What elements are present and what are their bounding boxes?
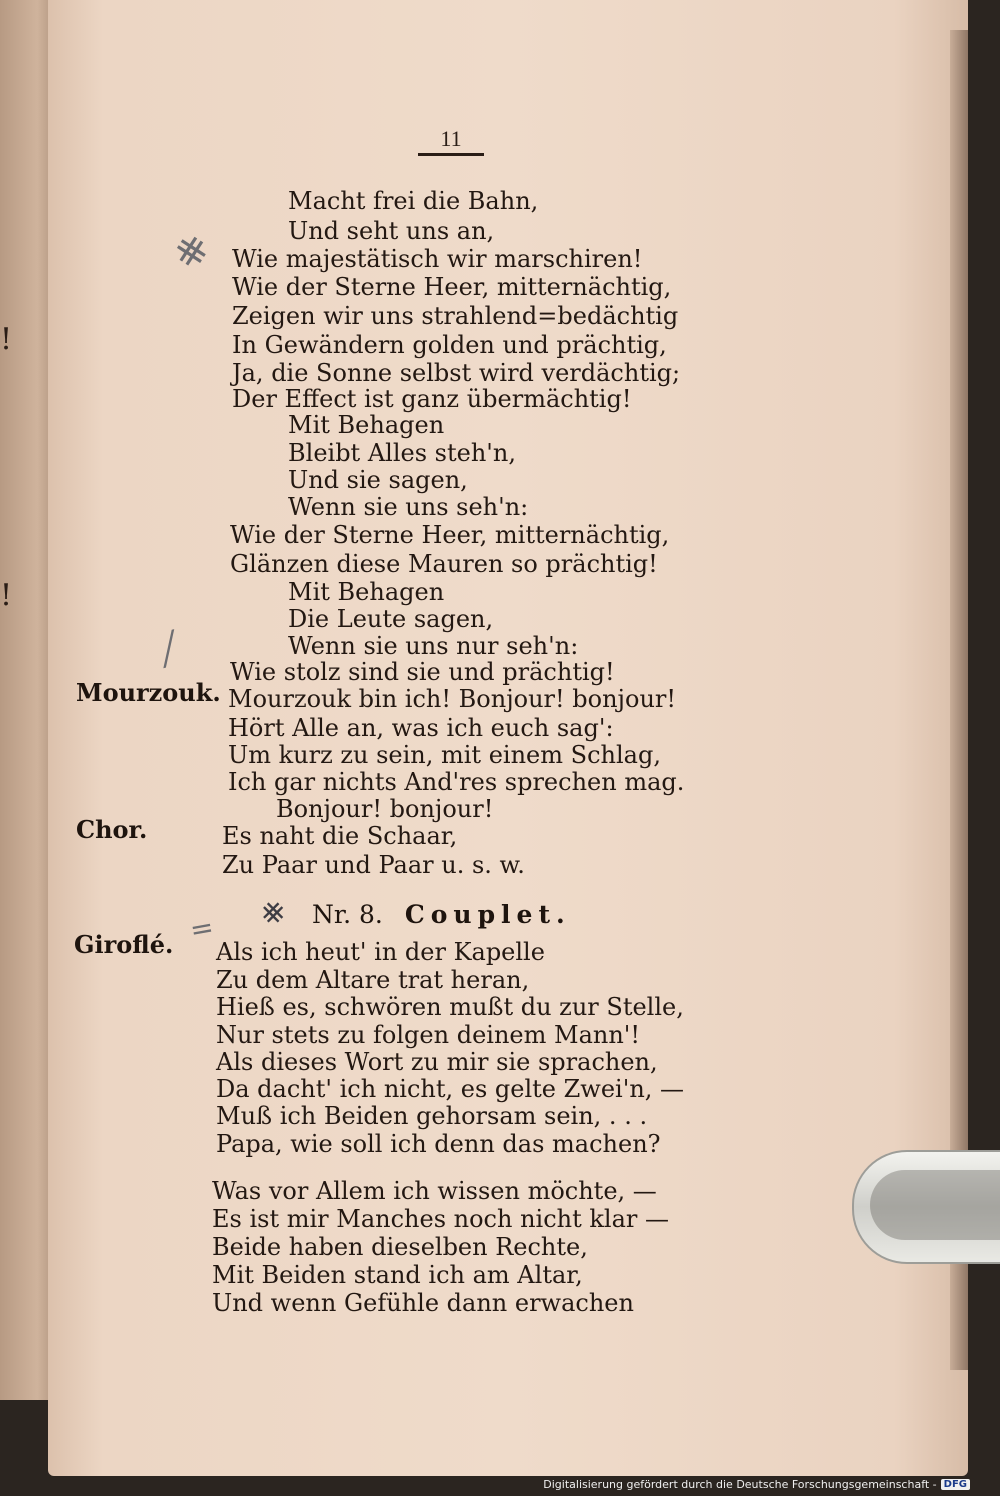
previous-page-fragment: ! [0, 322, 13, 357]
verse-line: Wie der Sterne Heer, mitternächtig, [230, 521, 670, 549]
verse-line: Mit Behagen [288, 578, 445, 606]
dfg-logo: DFG [941, 1479, 970, 1490]
pencil-equals-mark: = [187, 910, 217, 947]
section-heading [312, 900, 571, 929]
verse-line: Bonjour! bonjour! [276, 795, 494, 823]
verse-line: Wenn sie uns seh'n: [288, 493, 529, 521]
verse-line: Bleibt Alles steh'n, [288, 439, 516, 467]
previous-page-fragment: ! [0, 578, 13, 613]
page-clip-shadow [870, 1170, 1000, 1240]
verse-line: Glänzen diese Mauren so prächtig! [230, 550, 658, 578]
verse-line: Zu Paar und Paar u. s. w. [222, 851, 525, 879]
verse-line: Es naht die Schaar, [222, 822, 458, 850]
verse-line: Und wenn Gefühle dann erwachen [212, 1289, 634, 1317]
verse-line: Und sie sagen, [288, 466, 468, 494]
verse-line: Wie stolz sind sie und prächtig! [230, 658, 615, 686]
verse-line: Als dieses Wort zu mir sie sprachen, [216, 1048, 658, 1076]
verse-line: In Gewändern golden und prächtig, [232, 331, 667, 359]
verse-line: Um kurz zu sein, mit einem Schlag, [228, 741, 661, 769]
verse-line: Nur stets zu folgen deinem Mann'! [216, 1021, 641, 1049]
verse-line: Ich gar nichts And'res sprechen mag. [228, 768, 685, 796]
verse-line: Hieß es, schwören mußt du zur Stelle, [216, 993, 684, 1021]
page-number: 11 [440, 126, 462, 151]
verse-line: Papa, wie soll ich denn das machen? [216, 1130, 661, 1158]
verse-line: Hört Alle an, was ich euch sag': [228, 714, 614, 742]
verse-line: Was vor Allem ich wissen möchte, — [212, 1177, 657, 1205]
pencil-cross-mark: ⨳ [170, 217, 212, 279]
pencil-dash-mark: ╱ [155, 630, 183, 669]
verse-line: Macht frei die Bahn, [288, 187, 539, 215]
verse-line: Wenn sie uns nur seh'n: [288, 632, 579, 660]
section-number: Nr. 8. [312, 900, 383, 929]
page-number-underline [418, 153, 484, 156]
credit-text: Digitalisierung gefördert durch die Deutsche Forschungsgemeinschaft - [543, 1477, 937, 1491]
verse-line: Zeigen wir uns strahlend=bedächtig [232, 302, 679, 330]
verse-line: Mit Beiden stand ich am Altar, [212, 1261, 583, 1289]
pencil-cross-mark: ⨳ [262, 890, 285, 931]
verse-line: Mourzouk bin ich! Bonjour! bonjour! [228, 685, 677, 713]
verse-line: Wie der Sterne Heer, mitternächtig, [232, 273, 672, 301]
verse-line: Als ich heut' in der Kapelle [216, 938, 545, 966]
verse-line: Wie majestätisch wir marschiren! [232, 245, 643, 273]
digitization-credit [543, 1476, 970, 1492]
verse-line: Beide haben dieselben Rechte, [212, 1233, 588, 1261]
verse-line: Der Effect ist ganz übermächtig! [232, 385, 632, 413]
speaker-label: Giroflé. [74, 930, 174, 959]
verse-line: Muß ich Beiden gehorsam sein, . . . [216, 1102, 648, 1130]
verse-line: Da dacht' ich nicht, es gelte Zwei'n, — [216, 1075, 685, 1103]
verse-line: Mit Behagen [288, 411, 445, 439]
speaker-label: Chor. [76, 815, 148, 844]
speaker-label: Mourzouk. [76, 678, 221, 707]
verse-line: Zu dem Altare trat heran, [216, 966, 530, 994]
verse-line: Ja, die Sonne selbst wird verdächtig; [232, 359, 681, 387]
section-title: Couplet. [404, 900, 571, 929]
verse-line: Es ist mir Manches noch nicht klar — [212, 1205, 670, 1233]
verse-line: Die Leute sagen, [288, 605, 494, 633]
verse-line: Und seht uns an, [288, 217, 495, 245]
